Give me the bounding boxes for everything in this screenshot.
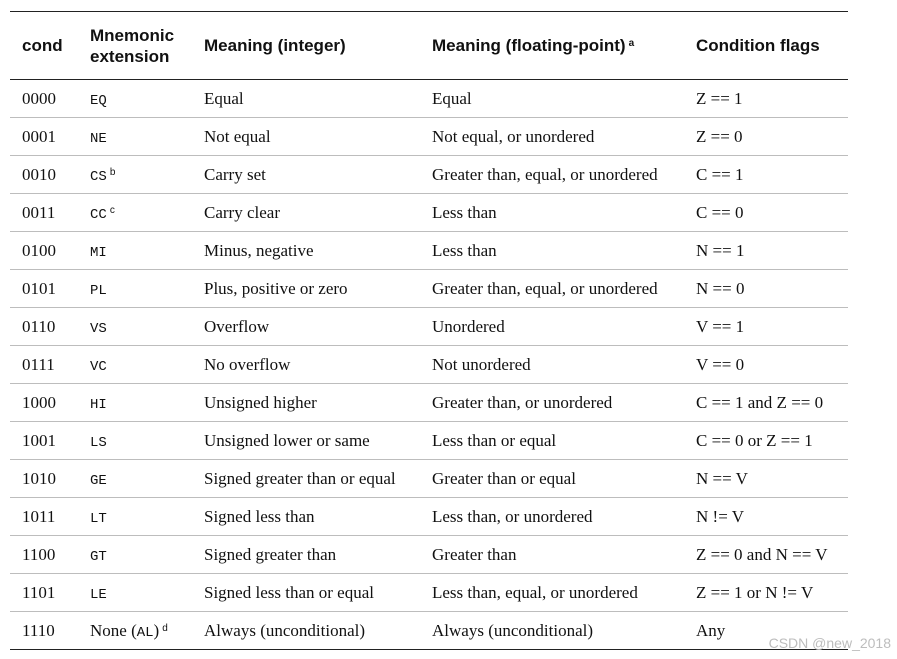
integer-meaning-cell: Unsigned lower or same [204,430,370,450]
integer-meaning-cell: Carry clear [204,202,280,222]
mnemonic-code: MI [90,244,107,261]
integer-meaning-cell: Not equal [204,126,271,146]
table-row [10,460,848,498]
footnote-marker: c [109,204,115,216]
mnemonic-code: GE [90,472,107,489]
table-row [10,194,848,232]
mnemonic-code: CS [90,168,107,185]
mnemonic-prefix: None ( [90,620,137,640]
mnemonic-code: PL [90,282,107,299]
condition-flags-cell: Z == 1 [696,88,743,108]
mnemonic-cell [78,536,192,574]
cond-cell: 1100 [22,544,56,564]
mnemonic-code: AL [136,624,154,641]
cond-cell: 0100 [22,240,56,260]
condition-flags-cell: Z == 0 and N == V [696,544,828,564]
condition-flags-cell: Any [696,620,726,640]
condition-flags-cell: N == 1 [696,240,745,260]
cond-cell: 1110 [22,620,55,640]
float-meaning-cell: Equal [432,88,472,108]
float-meaning-cell: Not unordered [432,354,531,374]
mnemonic-cell [78,574,192,612]
condition-flags-cell: N == V [696,468,748,488]
float-meaning-cell: Greater than [432,544,517,564]
integer-meaning-cell: Overflow [204,316,270,336]
integer-meaning-cell: Unsigned higher [204,392,317,412]
table-body [10,80,848,650]
cond-cell: 0010 [22,164,56,184]
condition-flags-cell: C == 1 and Z == 0 [696,392,824,412]
mnemonic-cell [78,460,192,498]
mnemonic-code: VC [90,358,107,375]
mnemonic-cell [78,270,192,308]
cond-cell: 0000 [22,88,56,108]
float-meaning-cell: Greater than, equal, or unordered [432,164,658,184]
mnemonic-cell [78,346,192,384]
table-row [10,612,848,650]
float-meaning-cell: Less than or equal [432,430,557,450]
float-meaning-cell: Less than, equal, or unordered [432,582,638,602]
header-cond: cond [22,36,63,55]
integer-meaning-cell: Carry set [204,164,266,184]
condition-flags-cell: N != V [696,506,744,526]
table-row [10,232,848,270]
condition-flags-cell: Z == 1 or N != V [696,582,814,602]
condition-flags-cell: Z == 0 [696,126,743,146]
mnemonic-cell [78,156,192,194]
condition-flags-cell: N == 0 [696,278,745,298]
header-float-footnote: a [628,38,635,49]
mnemonic-code: CC [90,206,107,223]
cond-cell: 0001 [22,126,56,146]
mnemonic-cell [78,232,192,270]
header-integer: Meaning (integer) [204,36,346,55]
mnemonic-cell [78,308,192,346]
condition-flags-cell: C == 1 [696,164,744,184]
integer-meaning-cell: Signed greater than [204,544,337,564]
mnemonic-code: GT [90,548,107,565]
condition-codes-table [10,11,848,650]
mnemonic-cell [78,384,192,422]
float-meaning-cell: Not equal, or unordered [432,126,595,146]
integer-meaning-cell: No overflow [204,354,291,374]
integer-meaning-cell: Signed greater than or equal [204,468,396,488]
mnemonic-code: EQ [90,92,107,109]
mnemonic-cell [78,612,192,650]
cond-cell: 1011 [22,506,56,526]
header-row [10,12,848,80]
float-meaning-cell: Unordered [432,316,505,336]
table-row [10,536,848,574]
watermark: CSDN @new_2018 [768,635,891,651]
integer-meaning-cell: Equal [204,88,244,108]
table-row [10,346,848,384]
float-meaning-cell: Greater than, equal, or unordered [432,278,658,298]
table-row [10,308,848,346]
cond-cell: 0101 [22,278,56,298]
mnemonic-code: NE [90,130,107,147]
cond-cell: 0110 [22,316,56,336]
integer-meaning-cell: Plus, positive or zero [204,278,348,298]
cond-cell: 0011 [22,202,56,222]
header-float-label: Meaning (floating-point) [432,36,626,55]
condition-flags-cell: C == 0 [696,202,744,222]
integer-meaning-cell: Minus, negative [204,240,314,260]
condition-flags-cell: V == 0 [696,354,745,374]
cond-cell: 0111 [22,354,55,374]
table-row [10,574,848,612]
integer-meaning-cell: Always (unconditional) [204,620,365,640]
float-meaning-cell: Greater than or equal [432,468,576,488]
mnemonic-code: LT [90,510,107,527]
mnemonic-cell [78,118,192,156]
table-row [10,118,848,156]
float-meaning-cell: Less than, or unordered [432,506,593,526]
mnemonic-cell [78,422,192,460]
mnemonic-cell [78,80,192,118]
header-mnemonic-line2: extension [90,46,170,66]
header-flags: Condition flags [696,36,820,55]
integer-meaning-cell: Signed less than [204,506,315,526]
float-meaning-cell: Less than [432,202,497,222]
table-row [10,80,848,118]
condition-flags-cell: C == 0 or Z == 1 [696,430,813,450]
cond-cell: 1001 [22,430,56,450]
cond-cell: 1000 [22,392,56,412]
cond-cell: 1101 [22,582,56,602]
header-mnemonic [78,12,192,80]
mnemonic-code: HI [90,396,107,413]
mnemonic-code: LE [90,586,107,603]
table-row [10,422,848,460]
mnemonic-suffix: ) [153,620,160,640]
table-row [10,384,848,422]
header-mnemonic-line1: Mnemonic [90,25,175,45]
header-float [420,12,684,80]
mnemonic-code: LS [90,434,107,451]
footnote-marker: d [162,622,168,634]
float-meaning-cell: Less than [432,240,497,260]
integer-meaning-cell: Signed less than or equal [204,582,374,602]
mnemonic-code: VS [90,320,107,337]
cond-cell: 1010 [22,468,56,488]
mnemonic-cell [78,498,192,536]
condition-flags-cell: V == 1 [696,316,745,336]
mnemonic-cell [78,194,192,232]
footnote-marker: b [109,166,116,178]
table-row [10,498,848,536]
table-row [10,156,848,194]
float-meaning-cell: Greater than, or unordered [432,392,613,412]
float-meaning-cell: Always (unconditional) [432,620,593,640]
table-row [10,270,848,308]
